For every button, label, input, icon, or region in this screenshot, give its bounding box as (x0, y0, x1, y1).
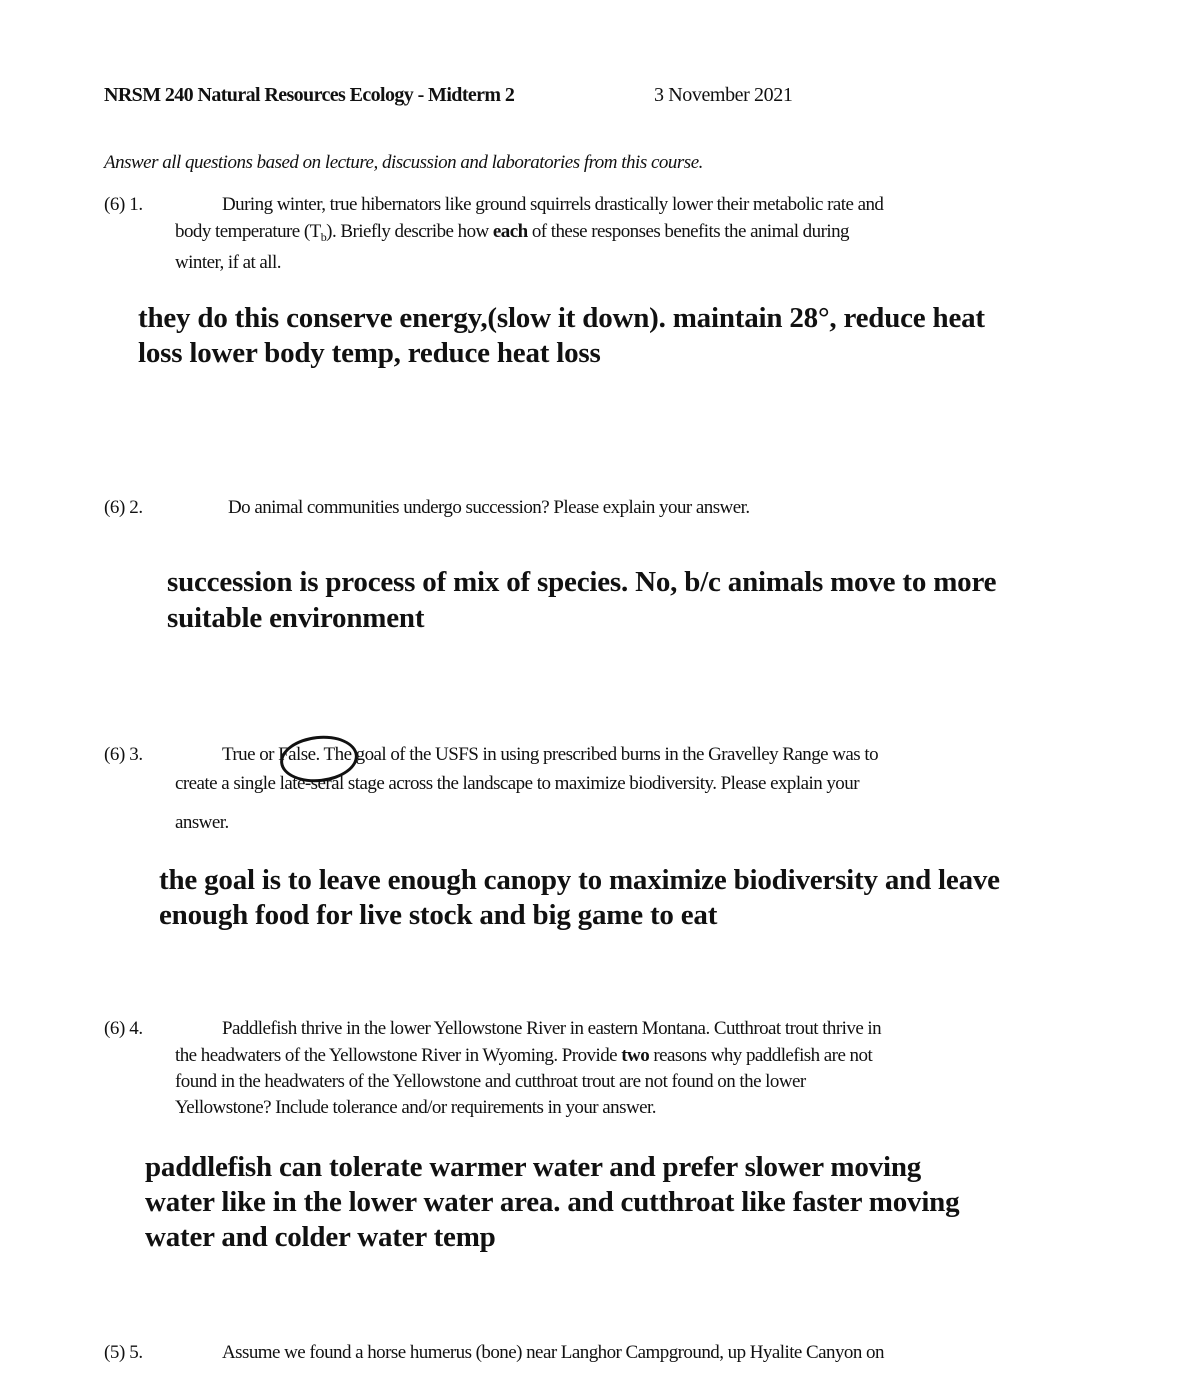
question-text-line: Assume we found a horse humerus (bone) near Langhor Campground, up Hyalite Canyon on (222, 1342, 884, 1363)
question-text-line: winter, if at all. (175, 252, 281, 273)
question-text: body temperature (T (175, 221, 321, 242)
question-text: True or (222, 744, 279, 765)
question-number: (6) 3. (104, 744, 143, 765)
question-text-line: Paddlefish thrive in the lower Yellowstone River in eastern Montana. Cutthroat trout thrive in (222, 1018, 882, 1039)
answer-line: the goal is to leave enough canopy to maximize biodiversity and leave (159, 864, 1000, 896)
answer-line: succession is process of mix of species. No, b/c animals move to more (167, 566, 997, 598)
question-number: (6) 2. (104, 497, 143, 518)
question-text-line (175, 221, 849, 245)
answer-line: they do this conserve energy,(slow it down). maintain 28°, reduce heat (138, 302, 985, 334)
exam-date: 3 November 2021 (654, 84, 793, 106)
answer-line: water like in the lower water area. and cutthroat like faster moving (145, 1186, 960, 1218)
answer-line: loss lower body temp, reduce heat loss (138, 337, 601, 369)
question-text-line: create a single late-seral stage across the landscape to maximize biodiversity. Please explain your (175, 773, 859, 794)
emphasis: each (492, 221, 528, 242)
question-number: (5) 5. (104, 1342, 143, 1363)
answer-line: water and colder water temp (145, 1221, 496, 1253)
exam-title: NRSM 240 Natural Resources Ecology - Midterm 2 (104, 84, 515, 106)
selected-answer-false: False. (278, 744, 320, 765)
answer-line: paddlefish can tolerate warmer water and prefer slower moving (145, 1151, 922, 1183)
question-number: (6) 1. (104, 194, 143, 215)
subscript: b (320, 230, 327, 244)
question-text: the headwaters of the Yellowstone River in Wyoming. Provide (175, 1045, 622, 1066)
question-text: The goal of the USFS in using prescribed burns in the Gravelley Range was to (319, 744, 879, 765)
emphasis: two (621, 1045, 650, 1066)
answer-line: enough food for live stock and big game to eat (159, 899, 718, 931)
question-text: of these responses benefits the animal during (527, 221, 849, 242)
question-text-line: During winter, true hibernators like ground squirrels drastically lower their metabolic rate and (222, 194, 884, 215)
instructions: Answer all questions based on lecture, discussion and laboratories from this course. (104, 152, 703, 173)
question-text-line: Do animal communities undergo succession? Please explain your answer. (228, 497, 750, 518)
question-text-line (175, 1045, 872, 1067)
question-text: reasons why paddlefish are not (649, 1045, 873, 1066)
question-text-line: found in the headwaters of the Yellowstone and cutthroat trout are not found on the lower (175, 1071, 806, 1092)
question-text-line: Yellowstone? Include tolerance and/or requirements in your answer. (175, 1097, 656, 1118)
question-number: (6) 4. (104, 1018, 143, 1039)
question-text-line: answer. (175, 812, 229, 833)
answer-line: suitable environment (167, 602, 425, 634)
question-text: ). Briefly describe how (326, 221, 493, 242)
